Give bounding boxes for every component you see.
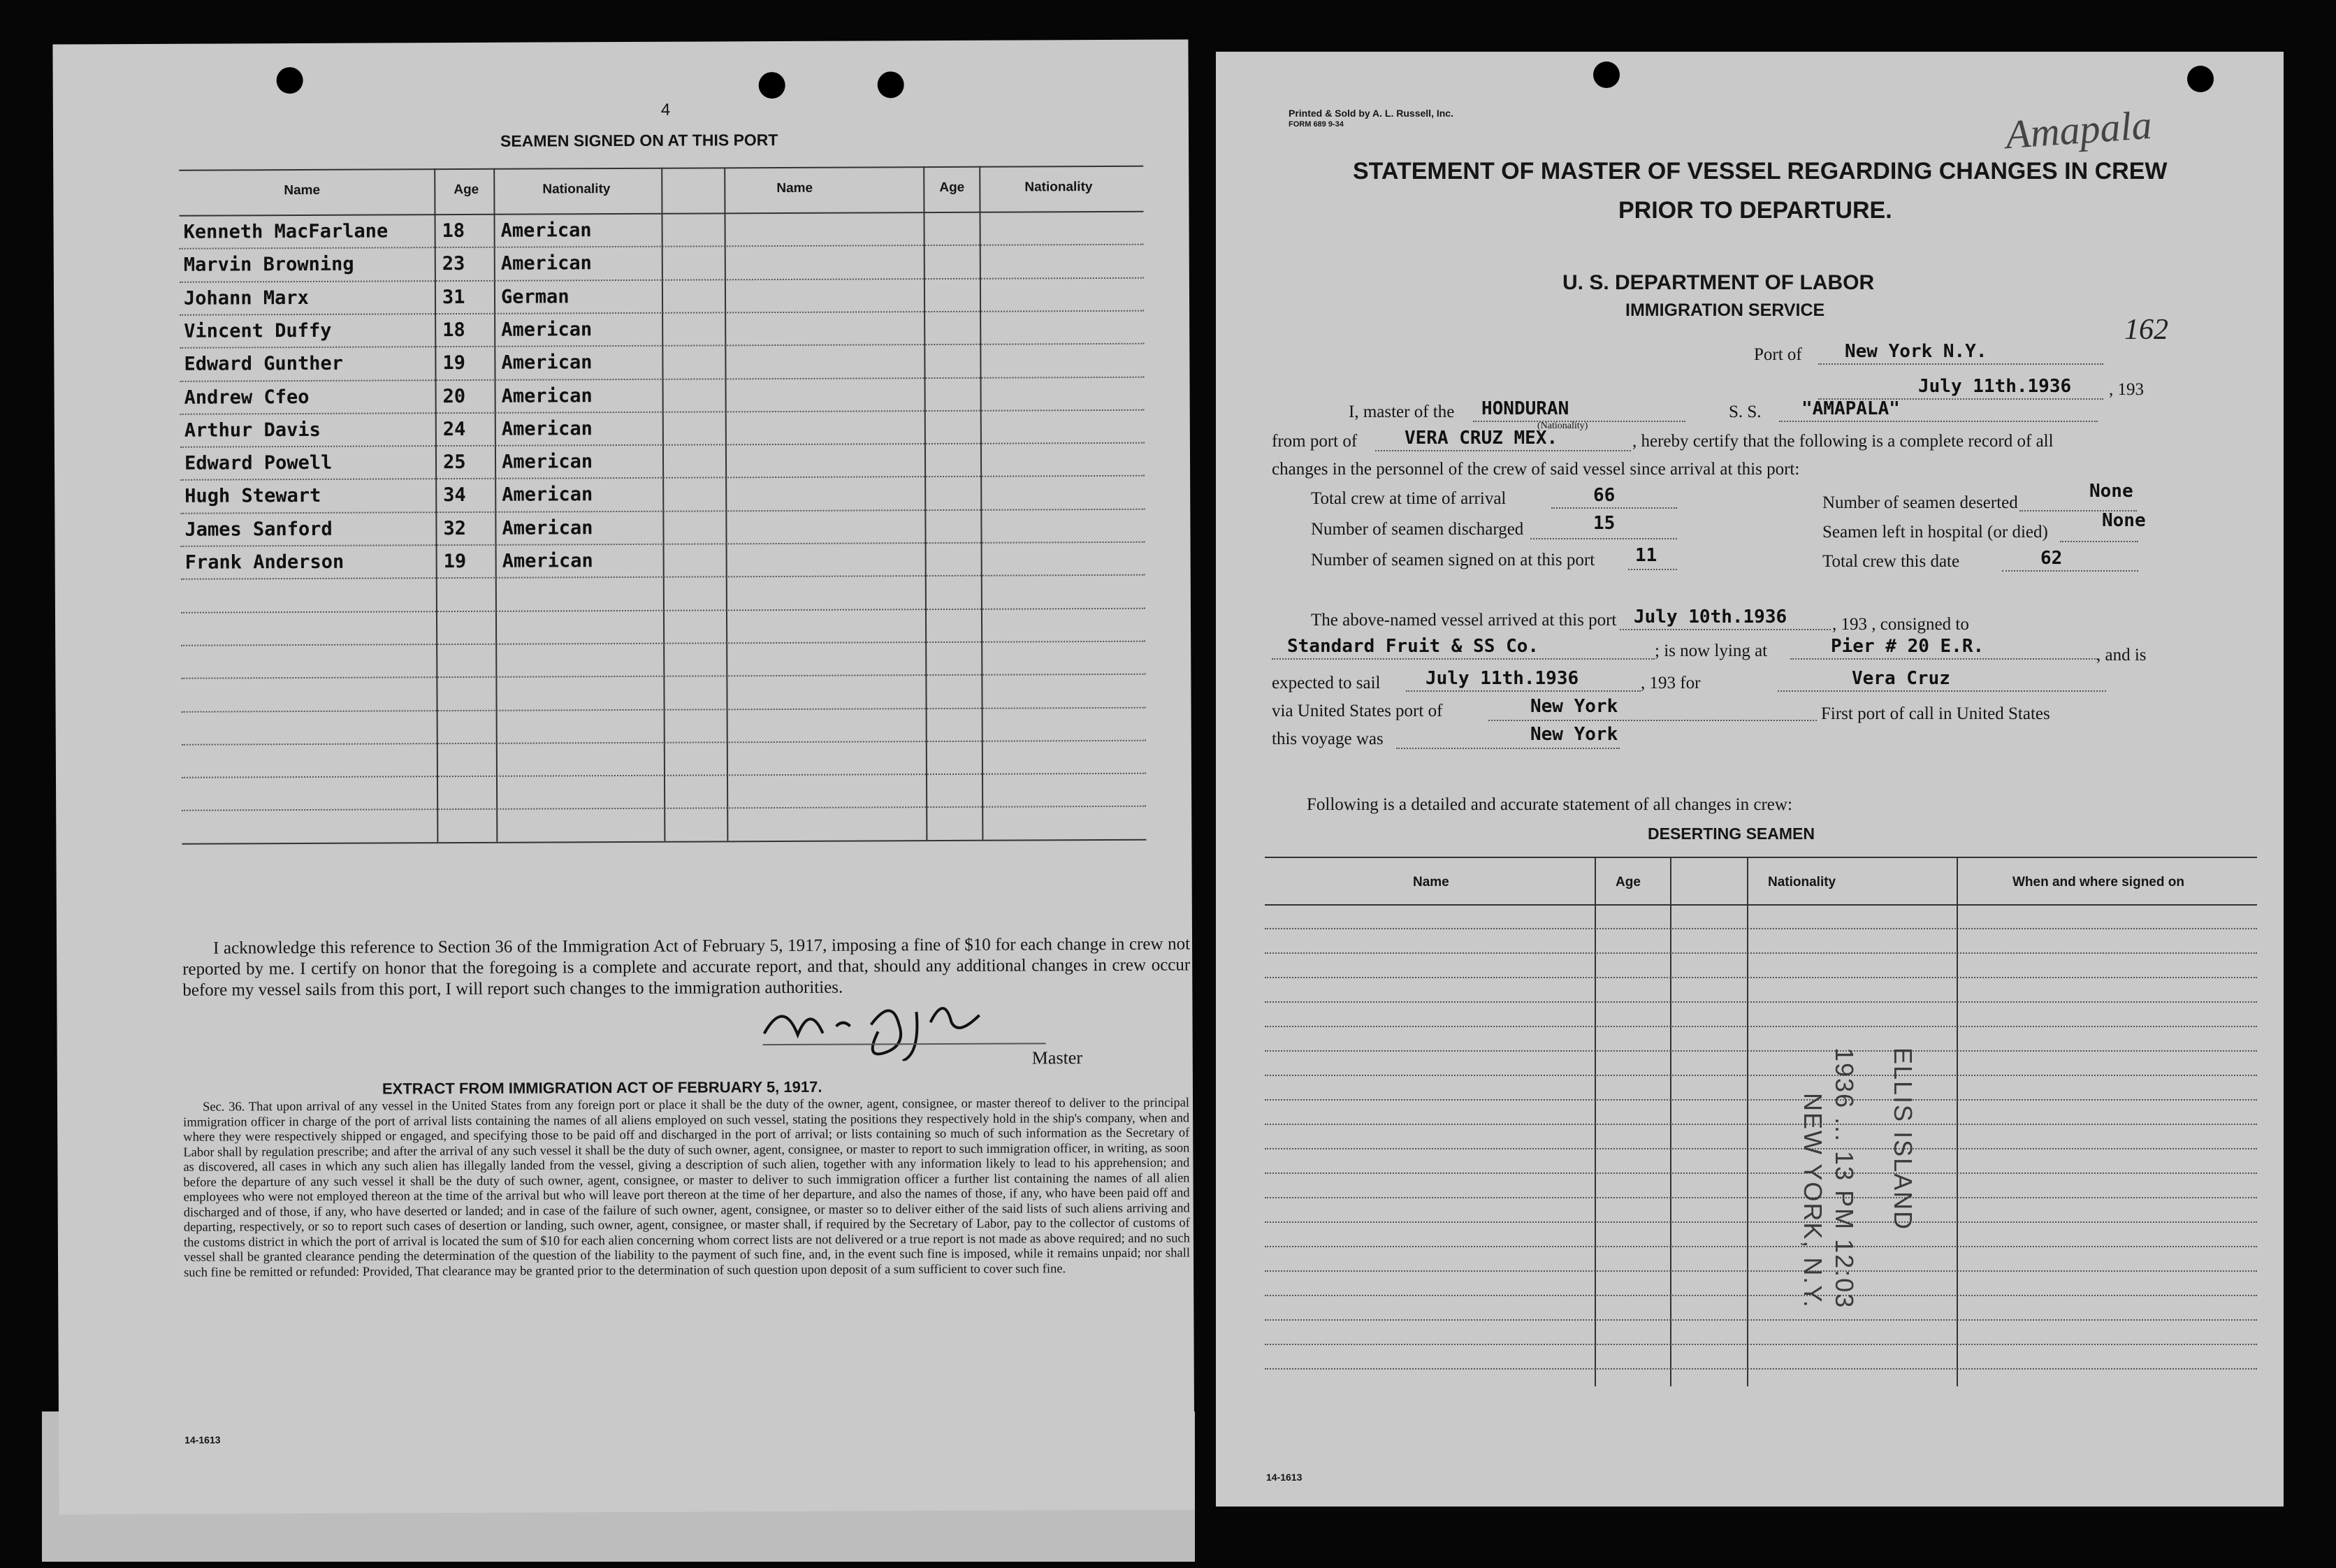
date-value: July 11th.1936 — [1918, 376, 2072, 397]
row-rule — [1265, 1368, 2257, 1370]
year-suffix: , 193 — [2109, 380, 2144, 399]
punch-hole — [277, 67, 303, 94]
punch-hole — [2187, 66, 2214, 92]
seaman-nationality: American — [502, 550, 593, 572]
for-label: , 193 for — [1641, 674, 1701, 692]
seaman-age: 31 — [442, 286, 465, 308]
row-rule — [1265, 1344, 2257, 1345]
column-header: Nationality — [1768, 875, 1836, 890]
form-number: FORM 689 9-34 — [1289, 120, 1344, 129]
first-port-value: New York — [1530, 724, 1618, 745]
extract-text: Sec. 36. That upon arrival of any vessel in the United States from any foreign port or place it shall be the duty of the owner, agent, consignee, or master thereof to deliver to the principal immigration officer in charge of the port of arrival lists containing the names of all aliens employed on such vessel, stating the positions they respectively hold in the ship's company, when and where they were respectively shipped or engaged, and specifying those to be paid off and discharged in the port of arrival; or lists containing so much of such information as the Secretary of Labor shall by regulation prescribe; and after the arrival of any such vessel it shall be the duty of such owner, agent, consignee, or master to report to such immigration officer, in writing, as soon as discovered, all cases in which any such alien has illegally landed from the vessel, giving a description of such alien, together with any information likely to lead to his apprehension; and before the departure of any such vessel it shall be the duty of such owner, agent, consignee, or master to deliver to such immigration officer a further list containing the names of all alien employees who were not employed thereon at the time of the arrival but who will leave port thereon at the time of her departure, and also the names of those, if any, who have been paid off and discharged and of those, if any, who have deserted or landed; and in case of the failure of such owner, agent, consignee, or master so to deliver either of the said lists of such aliens arriving and departing, respectively, or so to report such cases of desertion or landing, such owner, agent, consignee, or master shall, if required by the Secretary of Labor, pay to the collector of customs of the customs district in which the port of arrival is located the sum of $10 for each alien concerning whom correct lists are not delivered or a true report is not made as above required; and no such vessel shall be granted clearance pending the determination of the question of the liability to the payment of such fine, and, in the event such fine is imposed, while it remains unpaid; nor shall such fine be remitted or refunded: Provided, That clearance may be granted prior to the determination of such question upon deposit of a sum sufficient to cover such fine. — [183, 1096, 1191, 1280]
seaman-name: Edward Gunther — [184, 352, 344, 375]
hospital-value: None — [2102, 510, 2146, 531]
seaman-name: James Sanford — [184, 518, 333, 541]
column-divider — [1670, 857, 1671, 1386]
seaman-nationality: American — [502, 484, 593, 507]
seaman-name: Kenneth MacFarlane — [183, 220, 389, 243]
row-rule — [1265, 1270, 2257, 1272]
deserted-label: Number of seamen deserted — [1822, 493, 2018, 512]
discharged-value: 15 — [1593, 513, 1616, 534]
column-header: Name — [1413, 875, 1449, 890]
table-header-border — [1265, 904, 2257, 906]
seaman-nationality: American — [500, 219, 592, 242]
page-number: 4 — [660, 100, 671, 119]
row-rule — [1265, 1001, 2257, 1003]
column-divider — [661, 168, 665, 841]
underline — [1396, 748, 1620, 749]
port-label: Port of — [1754, 345, 1802, 364]
via-port-value: New York — [1530, 696, 1618, 717]
column-divider — [1595, 857, 1596, 1386]
seaman-nationality: American — [501, 319, 593, 341]
table-top-border — [1265, 857, 2257, 858]
underline — [1530, 538, 1677, 539]
column-divider — [493, 168, 498, 842]
vessel-value: "AMAPALA" — [1801, 398, 1900, 419]
handwritten-note: Amapala — [2003, 101, 2154, 158]
underline — [1551, 507, 1677, 509]
ss-label: S. S. — [1729, 402, 1762, 421]
seaman-name: Frank Anderson — [184, 551, 344, 574]
seaman-nationality: American — [501, 351, 593, 374]
acknowledgement-text: I acknowledge this reference to Section 36 of the Immigration Act of February 5, 1917, imposing a fine of $10 for each change in crew not reported by me. I certify on honor that the foregoing is a complete and accurate report, and that, should any additional changes in crew occur before my vessel sails from this port, I will report such changes to the immigration authorities. — [182, 934, 1191, 1000]
deserting-title: DESERTING SEAMEN — [1648, 825, 1815, 843]
seaman-name: Arthur Davis — [184, 419, 321, 442]
column-header: Nationality — [542, 182, 611, 197]
stamp-line: ELLIS ISLAND — [1889, 1047, 1917, 1231]
expected-label: expected to sail — [1272, 674, 1381, 692]
seaman-age: 34 — [443, 484, 466, 507]
seaman-age: 25 — [442, 451, 466, 474]
master-of-label: I, master of the — [1349, 402, 1455, 421]
seaman-age: 18 — [442, 219, 465, 242]
via-label: via United States port of — [1272, 702, 1443, 720]
pier-value: Pier # 20 E.R. — [1831, 636, 1985, 657]
port-underline — [1818, 363, 2103, 365]
arrived-date-value: July 10th.1936 — [1634, 607, 1787, 627]
from-port-label: from port of — [1272, 432, 1358, 451]
seaman-age: 18 — [442, 319, 465, 342]
form-title-line1: STATEMENT OF MASTER OF VESSEL REGARDING CHANGES IN CREW — [1353, 158, 2168, 184]
form-title-line2: PRIOR TO DEPARTURE. — [1618, 197, 1892, 224]
and-is-label: , and is — [2096, 646, 2147, 665]
underline — [2060, 541, 2138, 542]
section-title: SEAMEN SIGNED ON AT THIS PORT — [500, 131, 778, 150]
seaman-nationality: American — [500, 252, 592, 275]
seaman-name: Andrew Cfeo — [184, 386, 310, 409]
deserted-value: None — [2089, 481, 2133, 502]
document-number: 162 — [2124, 314, 2168, 346]
from-port-value: VERA CRUZ MEX. — [1405, 428, 1558, 449]
seaman-age: 20 — [442, 385, 466, 407]
seaman-name: Marvin Browning — [183, 253, 354, 277]
column-header: Name — [284, 182, 321, 198]
underline — [1778, 690, 2106, 692]
column-divider — [979, 166, 983, 840]
lying-label: ; is now lying at — [1655, 641, 1768, 660]
seaman-age: 19 — [442, 352, 465, 375]
row-rule — [1265, 1221, 2257, 1223]
port-value: New York N.Y. — [1845, 341, 1987, 362]
nationality-value: HONDURAN — [1481, 398, 1569, 419]
total-crew-arrival-value: 66 — [1593, 485, 1616, 506]
underline — [1272, 658, 1655, 660]
seaman-name: Edward Powell — [184, 451, 333, 474]
form-code: 14-1613 — [1266, 1472, 1303, 1483]
seaman-nationality: American — [501, 417, 593, 440]
row-rule — [1265, 1319, 2257, 1321]
seaman-age: 32 — [443, 517, 467, 539]
left-page — [52, 39, 1194, 1514]
column-header: Name — [776, 180, 813, 196]
destination-value: Vera Cruz — [1852, 668, 1950, 689]
column-header: Age — [1616, 875, 1641, 890]
master-signature — [755, 983, 1049, 1061]
signed-on-value: 11 — [1635, 545, 1657, 566]
total-crew-date-label: Total crew this date — [1822, 552, 1960, 571]
right-page — [1216, 52, 2284, 1507]
column-divider — [724, 167, 728, 841]
total-crew-arrival-label: Total crew at time of arrival — [1311, 489, 1507, 508]
from-port-underline — [1375, 450, 1631, 451]
seaman-name: Johann Marx — [183, 286, 309, 310]
seaman-nationality: American — [502, 516, 593, 539]
row-rule — [1265, 952, 2257, 954]
stamp-line: 1936 ... 13 PM 12:03 — [1830, 1047, 1859, 1309]
arrived-label: The above-named vessel arrived at this port — [1311, 611, 1617, 630]
voyage-label: this voyage was — [1272, 729, 1384, 748]
printer-line: Printed & Sold by A. L. Russell, Inc. — [1289, 108, 1453, 119]
extract-title: EXTRACT FROM IMMIGRATION ACT OF FEBRUARY 5, 1917. — [382, 1077, 822, 1098]
stamp-line: NEW YORK, N.Y. — [1799, 1093, 1827, 1309]
seaman-name: Vincent Duffy — [184, 319, 332, 342]
underline — [1790, 658, 2098, 660]
total-crew-date-value: 62 — [2040, 548, 2063, 569]
service: IMMIGRATION SERVICE — [1625, 300, 1825, 320]
seaman-age: 23 — [442, 253, 465, 275]
consignee-value: Standard Fruit & SS Co. — [1287, 636, 1539, 657]
master-label: Master — [1031, 1047, 1083, 1068]
seaman-nationality: American — [501, 384, 593, 407]
first-port-label: First port of call in United States — [1821, 704, 2050, 723]
row-rule — [1265, 1075, 2257, 1076]
punch-hole — [878, 71, 904, 98]
row-rule — [1265, 977, 2257, 978]
seaman-age: 19 — [443, 550, 467, 573]
column-header: When and where signed on — [2012, 875, 2184, 890]
row-rule — [1265, 1099, 2257, 1101]
column-header: Age — [454, 182, 479, 198]
row-rule — [1265, 1295, 2257, 1296]
column-divider — [1957, 857, 1958, 1386]
row-rule — [1265, 1173, 2257, 1174]
vessel-underline — [1779, 421, 2098, 422]
punch-hole — [1593, 61, 1620, 88]
row-rule — [1265, 1148, 2257, 1149]
nationality-caption: (Nationality) — [1537, 421, 1588, 431]
underline — [1488, 720, 1817, 721]
row-rule — [1265, 1124, 2257, 1125]
column-divider — [434, 168, 438, 842]
column-header: Age — [939, 180, 965, 196]
seaman-name: Hugh Stewart — [184, 485, 321, 508]
underline — [1406, 690, 1641, 692]
column-header: Nationality — [1024, 180, 1093, 195]
certify-text: , hereby certify that the following is a complete record of all — [1632, 432, 2054, 451]
consigned-label: , 193 , consigned to — [1832, 615, 1969, 634]
punch-hole — [759, 72, 785, 99]
discharged-label: Number of seamen discharged — [1311, 520, 1524, 539]
form-code: 14-1613 — [184, 1434, 221, 1446]
row-rule — [1265, 928, 2257, 929]
underline — [1628, 569, 1677, 570]
underline — [2002, 570, 2138, 572]
row-rule — [1265, 1197, 2257, 1198]
column-divider — [923, 166, 927, 840]
underline — [1620, 629, 1831, 630]
department: U. S. DEPARTMENT OF LABOR — [1562, 271, 1875, 294]
changes-text: changes in the personnel of the crew of said vessel since arrival at this port: — [1272, 460, 1800, 479]
seaman-nationality: American — [501, 451, 593, 473]
row-rule — [1265, 1026, 2257, 1027]
seaman-age: 24 — [442, 418, 466, 440]
row-rule — [1265, 1050, 2257, 1052]
following-text: Following is a detailed and accurate statement of all changes in crew: — [1307, 795, 1792, 814]
seaman-nationality: German — [500, 285, 570, 308]
hospital-label: Seamen left in hospital (or died) — [1822, 523, 2048, 542]
sail-date-value: July 11th.1936 — [1425, 668, 1579, 689]
row-rule — [1265, 1246, 2257, 1247]
signed-on-label: Number of seamen signed on at this port — [1311, 551, 1595, 569]
column-divider — [1747, 857, 1748, 1386]
